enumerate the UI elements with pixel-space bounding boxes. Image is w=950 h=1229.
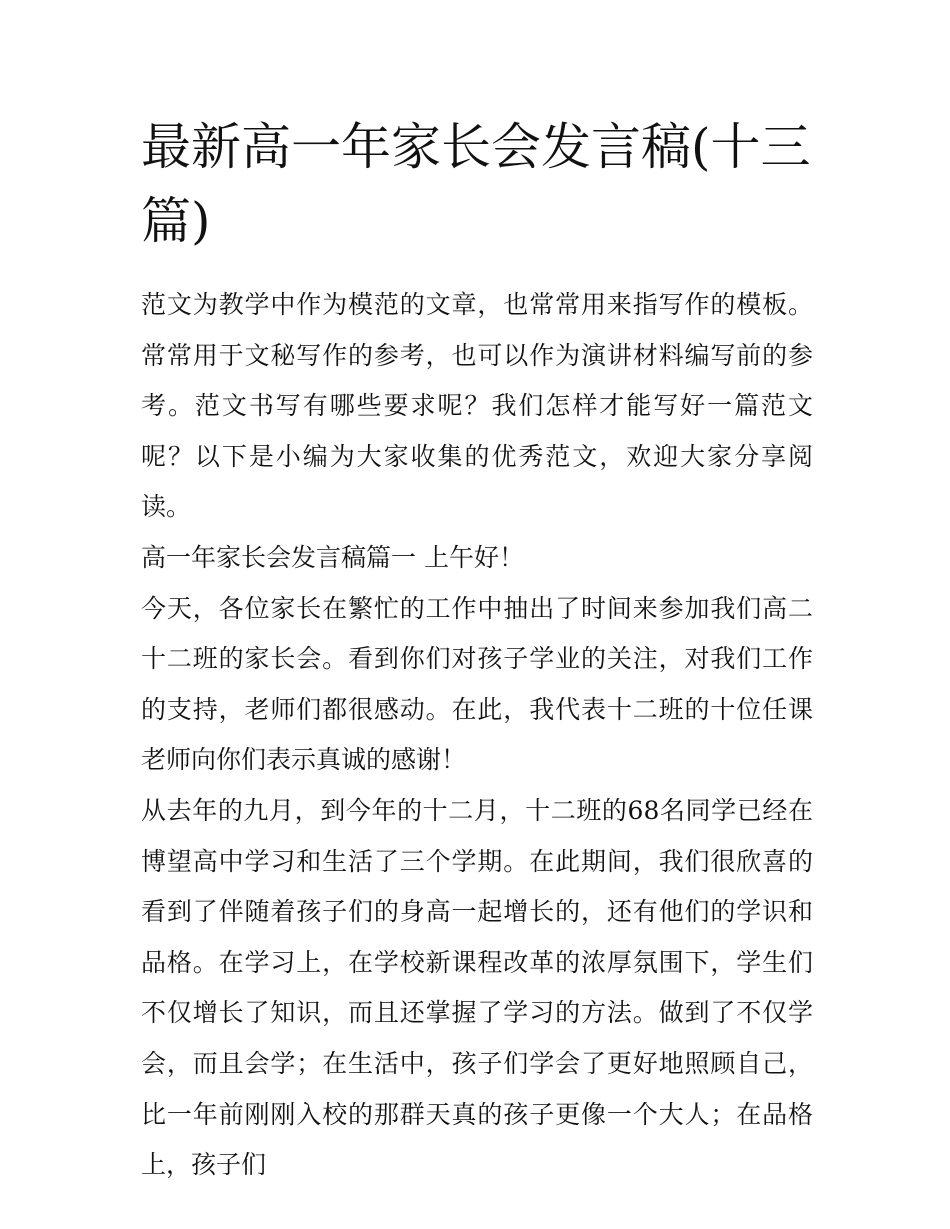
document-body [141, 110, 813, 1191]
document-title: 最新高一年家长会发言稿(十三篇) [141, 118, 811, 250]
intro-paragraph: 范文为教学中作为模范的文章，也常常用来指写作的模板。常常用于文秘写作的参考，也可以作为演讲材料编写前的参考。范文书写有哪些要求呢？我们怎样才能写好一篇范文呢？以下是小编为大家收集的优秀范文，欢迎大家分享阅读。 [141, 290, 813, 522]
body-paragraph: 从去年的九月，到今年的十二月，十二班的68名同学已经在博望高中学习和生活了三个学期。在此期间，我们很欣喜的看到了伴随着孩子们的身高一起增长的，还有他们的学识和品格。在学习上，在学校新课程改革的浓厚氛围下，学生们不仅增长了知识，而且还掌握了学习的方法。做到了不仅学会，而且会学；在生活中，孩子们学会了更好地照顾自己，比一年前刚刚入校的那群天真的孩子更像一个大人；在品格上，孩子们 [141, 795, 813, 1180]
section-heading-paragraph: 高一年家长会发言稿篇一 上午好！ [141, 542, 524, 572]
body-paragraph: 今天，各位家长在繁忙的工作中抽出了时间来参加我们高二十二班的家长会。看到你们对孩子学业的关注，对我们工作的支持，老师们都很感动。在此，我代表十二班的十位任课老师向你们表示真诚的感谢！ [141, 593, 813, 775]
